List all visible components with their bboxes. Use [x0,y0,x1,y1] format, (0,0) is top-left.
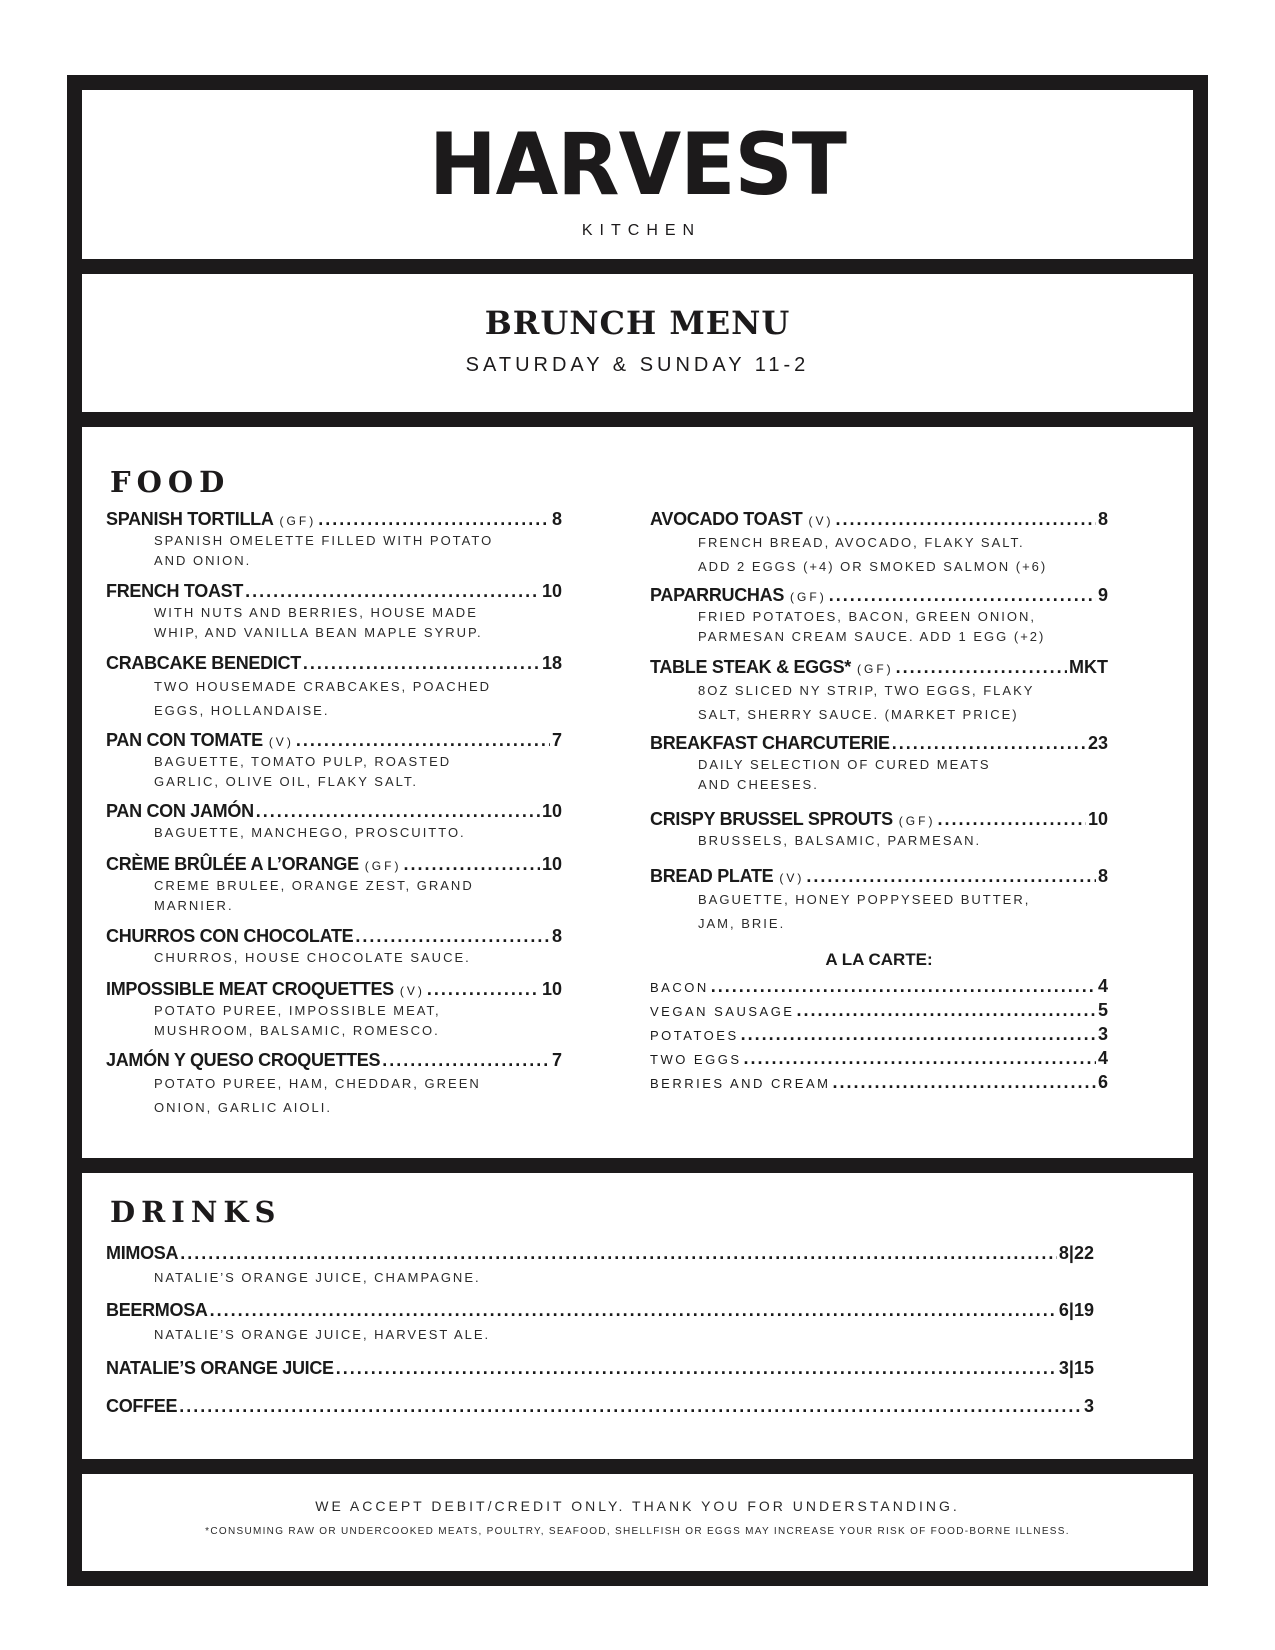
menu-item-description: WITH NUTS AND BERRIES, HOUSE MADE [154,605,478,620]
menu-item-dietary-tag: (V) [268,735,294,749]
dot-leader [179,1396,1082,1417]
menu-item-description: EGGS, HOLLANDAISE. [154,703,330,718]
dot-leader [829,585,1096,606]
food-heading: FOOD [110,465,231,499]
menu-item-row [106,1243,1094,1265]
dot-leader [180,1243,1057,1264]
menu-item-description: AND ONION. [154,553,252,568]
menu-item-dietary-tag: (V) [808,514,834,528]
menu-item-description: AND CHEESES. [698,777,819,792]
menu-item-price: 8 [551,926,562,946]
a-la-carte-item-name: BERRIES AND CREAM [650,1076,831,1091]
a-la-carte-item-price: 3 [1097,1024,1108,1044]
menu-item-description: FRENCH BREAD, AVOCADO, FLAKY SALT. [698,535,1025,550]
food-left-column [106,509,562,1149]
food-panel [82,427,1193,1158]
menu-item-price: 8 [551,509,562,529]
restaurant-logo: HARVEST [428,115,847,215]
dot-leader [336,1358,1057,1379]
menu-item-name: AVOCADO TOAST [650,509,803,529]
dot-leader [796,1000,1096,1021]
menu-item-dietary-tag: (GF) [856,662,894,676]
menu-item-price: 9 [1097,585,1108,605]
dot-leader [256,801,540,822]
menu-item-description: MARNIER. [154,898,234,913]
menu-item-description: WHIP, AND VANILLA BEAN MAPLE SYRUP. [154,625,483,640]
dot-leader [427,979,540,1000]
menu-item-description: MUSHROOM, BALSAMIC, ROMESCO. [154,1023,440,1038]
menu-item [106,1243,1094,1291]
a-la-carte-item-price: 4 [1097,1048,1108,1068]
menu-item-description: BRUSSELS, BALSAMIC, PARMESAN. [698,833,982,848]
menu-item-name: BEERMOSA [106,1300,208,1320]
dot-leader [318,509,550,530]
menu-item-description: 8OZ SLICED NY STRIP, TWO EGGS, FLAKY [698,683,1035,698]
menu-item-price: 23 [1087,733,1108,753]
dot-leader [832,1072,1096,1093]
menu-item-description: PARMESAN CREAM SAUCE. ADD 1 EGG (+2) [698,629,1046,644]
menu-item [106,979,562,1041]
footer-panel [82,1474,1193,1571]
menu-item [106,653,562,723]
menu-item-price: 6|19 [1058,1300,1094,1320]
menu-item-name: MIMOSA [106,1243,179,1263]
menu-hours: SATURDAY & SUNDAY 11-2 [465,354,810,376]
menu-item-name: PAPARRUCHAS [650,585,785,605]
menu-item-dietary-tag: (V) [399,984,425,998]
menu-item-price: 8|22 [1058,1243,1094,1263]
menu-item-dietary-tag: (GF) [898,814,936,828]
menu-item-price: 10 [1087,809,1108,829]
menu-item [650,809,1108,851]
menu-item-description: BAGUETTE, HONEY POPPYSEED BUTTER, [698,892,1031,907]
menu-item-name: TABLE STEAK & EGGS* [650,657,851,677]
menu-item-description: JAM, BRIE. [698,916,786,931]
menu-item-name: BREAKFAST CHARCUTERIE [650,733,890,753]
a-la-carte-item [650,1024,1108,1046]
dot-leader [382,1050,550,1071]
menu-item-row [106,801,562,823]
menu-item-price: 3|15 [1058,1358,1094,1378]
menu-item [106,1358,1094,1380]
drinks-panel [82,1173,1193,1459]
menu-item-row [106,509,562,531]
menu-item-row [106,1050,562,1072]
menu-item-description: BAGUETTE, MANCHEGO, PROSCUITTO. [154,825,466,840]
menu-item-row [650,809,1108,831]
menu-item-price: 10 [541,854,562,874]
restaurant-logo-subtitle: KITCHEN [581,222,702,239]
menu-item-price: 7 [551,730,562,750]
menu-item-description: SPANISH OMELETTE FILLED WITH POTATO [154,533,494,548]
menu-item-description: CREME BRULEE, ORANGE ZEST, GRAND [154,878,474,893]
menu-item [106,926,562,968]
menu-item [650,585,1108,647]
dot-leader [403,854,540,875]
dot-leader [835,509,1096,530]
menu-item-row [106,1396,1094,1418]
menu-item-description: BAGUETTE, TOMATO PULP, ROASTED [154,754,452,769]
menu-item-name: FRENCH TOAST [106,581,244,601]
menu-item-row [106,1300,1094,1322]
a-la-carte-item [650,1048,1108,1070]
menu-item-row [106,926,562,948]
dot-leader [711,976,1096,997]
a-la-carte-item [650,976,1108,998]
a-la-carte-item-price: 4 [1097,976,1108,996]
dot-leader [355,926,550,947]
dot-leader [210,1300,1057,1321]
menu-item-description: NATALIE’S ORANGE JUICE, HARVEST ALE. [154,1327,491,1342]
menu-item-name: PAN CON TOMATE [106,730,263,750]
menu-item-name: CHURROS CON CHOCOLATE [106,926,354,946]
menu-item-description: ONION, GARLIC AIOLI. [154,1100,332,1115]
menu-item-price: 8 [1097,866,1108,886]
menu-item-price: 18 [541,653,562,673]
menu-item [106,854,562,916]
dot-leader [937,809,1086,830]
menu-item-name: NATALIE’S ORANGE JUICE [106,1358,334,1378]
menu-item-row [650,585,1108,607]
food-right-column [650,509,1108,1149]
menu-item-description: ADD 2 EGGS (+4) OR SMOKED SALMON (+6) [698,559,1048,574]
a-la-carte-heading: A LA CARTE: [825,950,933,969]
menu-item-price: 8 [1097,509,1108,529]
menu-item [106,730,562,792]
menu-item-row [106,1358,1094,1380]
a-la-carte-item-price: 5 [1097,1000,1108,1020]
menu-item-dietary-tag: (GF) [364,859,402,873]
menu-item [106,801,562,843]
menu-item-dietary-tag: (GF) [790,590,827,604]
a-la-carte-item-name: BACON [650,980,709,995]
a-la-carte-item [650,1072,1108,1094]
menu-item [106,1396,1094,1418]
menu-item-price: 3 [1083,1396,1094,1416]
drinks-list [106,1243,1094,1453]
menu-item [106,1300,1094,1348]
drinks-heading: DRINKS [110,1195,282,1229]
menu-item-name: CRISPY BRUSSEL SPROUTS [650,809,893,829]
menu-item-price: 10 [541,979,562,999]
dot-leader [892,733,1086,754]
health-disclaimer: *CONSUMING RAW OR UNDERCOOKED MEATS, POULTRY, SEAFOOD, SHELLFISH OR EGGS MAY INCREASE YOUR RISK OF FOOD-BORNE ILLNESS. [205,1526,1070,1537]
payment-notice: WE ACCEPT DEBIT/CREDIT ONLY. THANK YOU FOR UNDERSTANDING. [315,1498,960,1514]
menu-item [106,581,562,643]
menu-item-description: DAILY SELECTION OF CURED MEATS [698,757,991,772]
menu-item-description: SALT, SHERRY SAUCE. (MARKET PRICE) [698,707,1019,722]
menu-item-description: GARLIC, OLIVE OIL, FLAKY SALT. [154,774,418,789]
dot-leader [303,653,540,674]
menu-item [650,733,1108,795]
a-la-carte-item-name: TWO EGGS [650,1052,742,1067]
menu-item-row [106,730,562,752]
menu-item [650,657,1108,727]
menu-item-row [650,509,1108,531]
menu-item-name: CRABCAKE BENEDICT [106,653,301,673]
dot-leader [806,866,1096,887]
menu-item-name: BREAD PLATE [650,866,774,886]
menu-item-price: 10 [541,801,562,821]
menu-item-row [106,979,562,1001]
menu-item-row [106,581,562,603]
menu-item [650,509,1108,579]
dot-leader [296,730,550,751]
menu-item-price: MKT [1069,657,1108,677]
menu-item [106,509,562,571]
dot-leader [744,1048,1096,1069]
a-la-carte-item-price: 6 [1097,1072,1108,1092]
menu-item-description: FRIED POTATOES, BACON, GREEN ONION, [698,609,1036,624]
title-panel [82,274,1193,412]
menu-frame [67,75,1208,1586]
menu-item-row [106,653,562,675]
menu-item-row [650,733,1108,755]
dot-leader [896,657,1067,678]
menu-item [106,1050,562,1120]
dot-leader [741,1024,1096,1045]
menu-item-description: TWO HOUSEMADE CRABCAKES, POACHED [154,679,492,694]
a-la-carte-item-name: POTATOES [650,1028,739,1043]
menu-item-row [650,657,1108,679]
menu-item-price: 7 [551,1050,562,1070]
dot-leader [245,581,540,602]
menu-item-description: NATALIE’S ORANGE JUICE, CHAMPAGNE. [154,1270,481,1285]
menu-item-price: 10 [541,581,562,601]
menu-item-name: COFFEE [106,1396,178,1416]
menu-title: BRUNCH MENU [484,304,791,342]
menu-item-description: POTATO PUREE, HAM, CHEDDAR, GREEN [154,1076,481,1091]
menu-item-name: CRÈME BRÛLÉE A L’ORANGE [106,854,359,874]
menu-item-name: SPANISH TORTILLA [106,509,274,529]
menu-item-description: POTATO PUREE, IMPOSSIBLE MEAT, [154,1003,441,1018]
a-la-carte-item [650,1000,1108,1022]
menu-item-name: JAMÓN Y QUESO CROQUETTES [106,1050,381,1070]
a-la-carte-item-name: VEGAN SAUSAGE [650,1004,795,1019]
menu-item-name: IMPOSSIBLE MEAT CROQUETTES [106,979,394,999]
logo-panel [82,90,1193,259]
menu-item-row [106,854,562,876]
menu-item-description: CHURROS, HOUSE CHOCOLATE SAUCE. [154,950,471,965]
menu-item-dietary-tag: (GF) [279,514,317,528]
menu-item-name: PAN CON JAMÓN [106,801,254,821]
menu-item [650,866,1108,936]
menu-item-dietary-tag: (V) [779,871,805,885]
menu-item-row [650,866,1108,888]
